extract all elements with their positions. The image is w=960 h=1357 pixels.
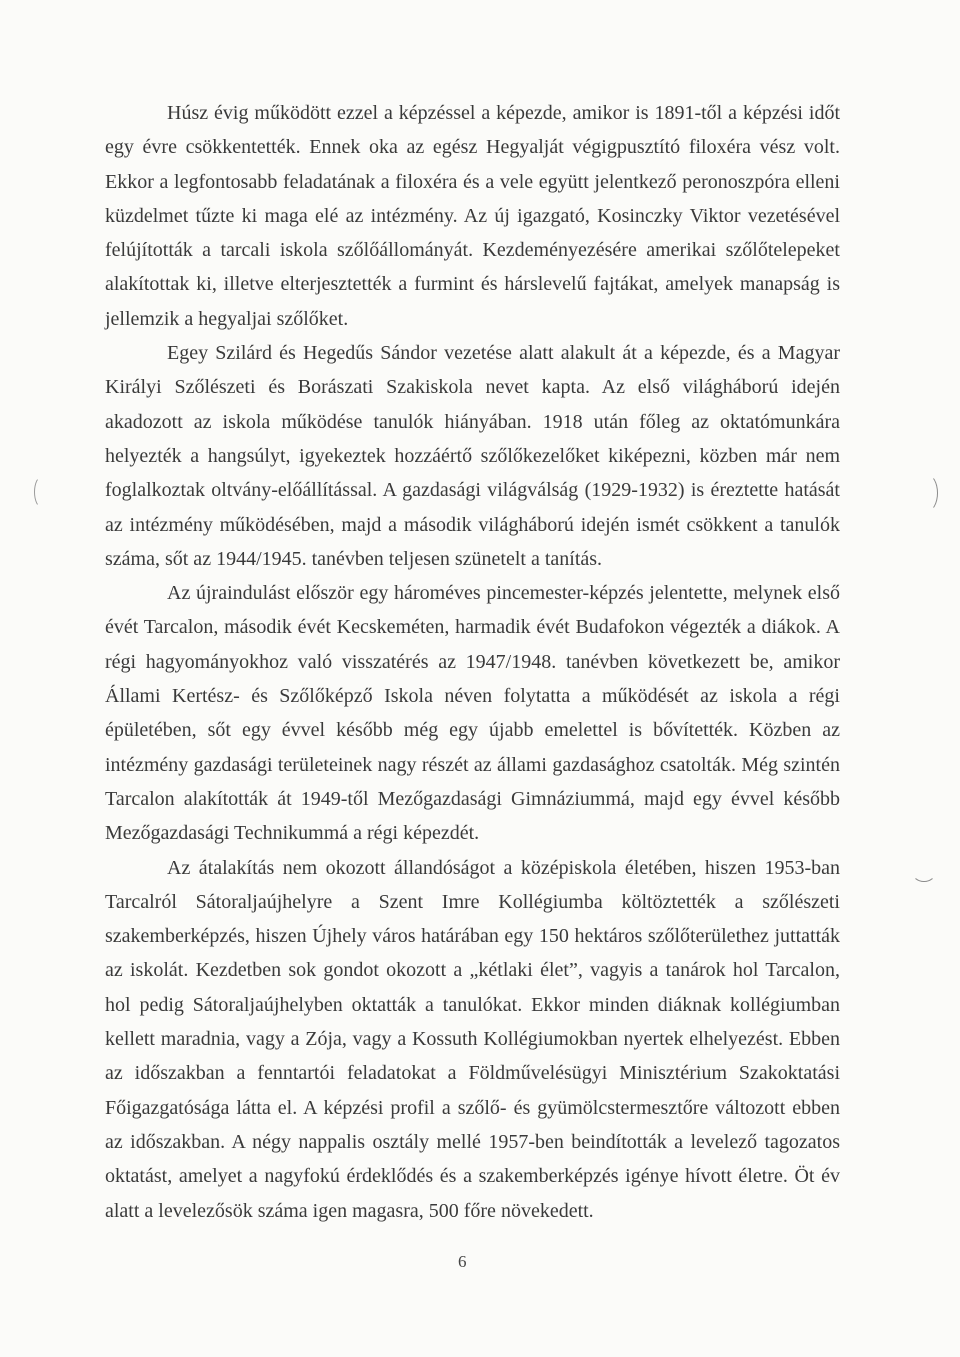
scan-artifact-left — [34, 476, 50, 508]
paragraph-2: Egey Szilárd és Hegedűs Sándor vezetése alatt alakult át a képezde, és a Magyar Királyi Szőlészeti és Borászati Szakiskola nevet kapta. Az első világháború idején akadozott az iskola működése tanulók hiányában. 1918 után főleg az oktatómunkára helyezték a hangsúlyt, igyekeztek hozzáértő szőlőkezelőket kiképezni, közben már nem foglalkoztak oltvány-előállítással. A gazdasági világválság (1929-1932) is éreztette hatását az intézmény működésében, majd a második világháború idején ismét csökkent a tanulók száma, sőt az 1944/1945. tanévben teljesen szünetelt a tanítás. — [105, 342, 840, 570]
paragraph-1: Húsz évig működött ezzel a képzéssel a képezde, amikor is 1891-től a képzési időt egy évre csökkentették. Ennek oka az egész Hegyalját végigpusztító filoxéra vész volt. Ekkor a legfontosabb feladatának a filoxéra és a vele együtt jelentkező peronoszpóra elleni küzdelmet tűzte ki maga elé az intézmény. Az új igazgató, Kosinczky Viktor vezetésével felújították a tarcali iskola szőlőállományát. Kezdeményezésére amerikai szőlőtelepeket alakítottak ki, illetve elterjesztették a furmint és hárslevelű fajtákat, amelyek manapság is jellemzik a hegyaljai szőlőket. — [105, 102, 840, 330]
body-text — [105, 96, 840, 1228]
scan-artifact-right-lower — [912, 862, 936, 882]
page-number: 6 — [458, 1252, 467, 1271]
paragraph-3: Az újraindulást először egy hároméves pincemester-képzés jelentette, melynek első évét Tarcalon, második évét Kecskeméten, harmadik évét Budafokon végezték a diákok. A régi hagyományokhoz való visszatérés az 1947/1948. tanévben következett be, amikor Állami Kertész- és Szőlőképző Iskola néven folytatta a működését az iskola a régi épületében, sőt egy évvel később még egy újabb emelettel is bővítették. Közben az intézmény gazdasági területeinek nagy részét az állami gazdasághoz csatolták. Még szintén Tarcalon alakították át 1949-től Mezőgazdasági Gimnáziummá, majd egy évvel később Mezőgazdasági Technikummá a régi képezdét. — [105, 582, 840, 845]
paragraph-4: Az átalakítás nem okozott állandóságot a középiskola életében, hiszen 1953-ban Tarcalról Sátoraljaújhelyre a Szent Imre Kollégiumba költöztették a szőlészeti szakemberképzés, hiszen Újhely város határában egy 150 hektáros szőlőterülethez juttatták az iskolát. Kezdetben sok gondot okozott a „kétlaki élet”, vagyis a tanárok hol Tarcalon, hol pedig Sátoraljaújhelyben oktatták a tanulókat. Ekkor minden diáknak kollégiumban kellett maradnia, vagy a Zója, vagy a Kossuth Kollégiumokban nyertek elhelyezést. Ebben az időszakban a fenntartói feladatokat a Földművelésügyi Minisztérium Szakoktatási Főigazgatósága látta el. A képzési profil a szőlő- és gyümölcstermesztőre változott ebben az időszakban. A négy nappalis osztály mellé 1957-ben beindították a levelező tagozatos oktatást, amelyet a nagyfokú érdeklődés és a szakemberképzés igénye hívott életre. Öt év alatt a levelezősök száma igen magasra, 500 főre növekedett. — [105, 856, 840, 1222]
scan-artifact-right — [916, 474, 938, 512]
